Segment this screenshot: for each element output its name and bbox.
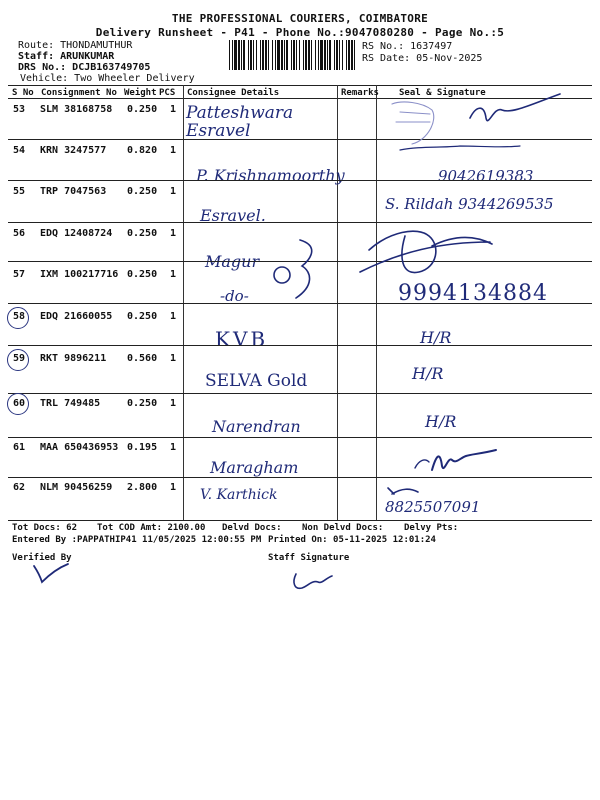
row-rule (8, 180, 592, 181)
row-pcs: 1 (170, 145, 177, 156)
printed-on: Printed On: 05-11-2025 12:01:24 (268, 535, 436, 545)
row-signature: H/R (420, 328, 452, 347)
table-top-rule (8, 85, 592, 86)
row-signature: H/R (412, 364, 444, 383)
row-consignment: KRN 3247577 (40, 145, 107, 156)
row-weight: 2.800 (127, 482, 158, 493)
row-weight: 0.250 (127, 104, 158, 115)
total-cod-amount: Tot COD Amt: 2100.00 (97, 523, 206, 533)
row-pcs: 1 (170, 311, 177, 322)
row-rule (8, 393, 592, 394)
staff-label: Staff: ARUNKUMAR (18, 51, 115, 62)
row-signature-phone: 9994134884 (398, 281, 548, 306)
row-consignment: SLM 38168758 (40, 104, 113, 115)
rs-number: RS No.: 1637497 (362, 41, 453, 52)
row-pcs: 1 (170, 482, 177, 493)
row-consignee: Esravel. (200, 206, 266, 225)
table-bottom-rule (8, 520, 592, 521)
row-rule (8, 477, 592, 478)
row-sno: 55 (13, 186, 26, 197)
row-sno: 54 (13, 145, 26, 156)
row-consignment: TRP 7047563 (40, 186, 107, 197)
non-delivered-docs: Non Delvd Docs: (302, 523, 384, 533)
row-consignee: KVB (215, 327, 269, 351)
row-pcs: 1 (170, 269, 177, 280)
row-sno: 59 (13, 353, 26, 364)
row-consignee: -do- (220, 287, 249, 305)
delivery-points: Delvy Pts: (404, 523, 459, 533)
row-pcs: 1 (170, 442, 177, 453)
col-header-consignment: Consignment No (41, 88, 117, 98)
vehicle-label: Vehicle: Two Wheeler Delivery (20, 73, 195, 84)
row-sno: 53 (13, 104, 26, 115)
delivered-docs: Delvd Docs: (222, 523, 282, 533)
row-sno: 58 (13, 311, 26, 322)
row-signature: S. Rildah 9344269535 (385, 195, 554, 213)
entered-by: Entered By :PAPPATHIP41 11/05/2025 12:00:55 PM (12, 535, 262, 545)
row-consignee: Narendran (212, 417, 301, 436)
col-header-remarks: Remarks (341, 88, 379, 98)
barcode (229, 40, 358, 70)
company-title: THE PROFESSIONAL COURIERS, COIMBATORE (171, 12, 429, 25)
row-signature-phone: 9042619383 (438, 167, 534, 185)
row-consignment: MAA 650436953 (40, 442, 119, 453)
table-header-rule (8, 98, 592, 99)
row-sno: 60 (13, 398, 26, 409)
row-weight: 0.250 (127, 398, 158, 409)
row-signature: H/R (425, 412, 457, 431)
row-consignee: SELVA Gold (205, 371, 308, 391)
row-sno: 57 (13, 269, 26, 280)
row-pcs: 1 (170, 353, 177, 364)
row-weight: 0.250 (127, 311, 158, 322)
row-weight: 0.820 (127, 145, 158, 156)
verified-by-label: Verified By (12, 553, 72, 563)
row-consignment: TRL 749485 (40, 398, 101, 409)
drs-number: DRS No.: DCJB163749705 (18, 62, 151, 73)
row-weight: 0.195 (127, 442, 158, 453)
row-consignment: NLM 90456259 (40, 482, 113, 493)
row-weight: 0.250 (127, 186, 158, 197)
row-consignee: Patteshwara Esravel (186, 103, 294, 141)
row-sno: 62 (13, 482, 26, 493)
total-docs: Tot Docs: 62 (12, 523, 78, 533)
col-header-pcs: PCS (159, 88, 176, 98)
row-rule (8, 345, 592, 346)
row-pcs: 1 (170, 228, 177, 239)
row-consignment: EDQ 21660055 (40, 311, 113, 322)
row-consignment: EDQ 12408724 (40, 228, 113, 239)
row-pcs: 1 (170, 104, 177, 115)
row-sno: 56 (13, 228, 26, 239)
row-rule (8, 222, 592, 223)
col-header-consignee: Consignee Details (187, 88, 280, 98)
row-consignee: V. Karthick (200, 487, 278, 503)
row-consignee: Magur (205, 252, 260, 271)
col-header-sno: S No (12, 88, 34, 98)
row-consignee: Maragham (210, 458, 299, 477)
runsheet-subtitle: Delivery Runsheet - P41 - Phone No.:9047080280 - Page No.:5 (95, 26, 505, 39)
col-header-weight: Weight (124, 88, 157, 98)
rs-date: RS Date: 05-Nov-2025 (362, 53, 483, 64)
row-rule (8, 139, 592, 140)
col-header-seal-signature: Seal & Signature (399, 88, 486, 98)
row-weight: 0.250 (127, 228, 158, 239)
row-pcs: 1 (170, 186, 177, 197)
row-consignee: P. Krishnamoorthy (196, 166, 345, 185)
row-weight: 0.250 (127, 269, 158, 280)
row-consignment: RKT 9896211 (40, 353, 107, 364)
row-pcs: 1 (170, 398, 177, 409)
row-consignment: IXM 100217716 (40, 269, 119, 280)
row-weight: 0.560 (127, 353, 158, 364)
row-sno: 61 (13, 442, 26, 453)
row-signature-phone: 8825507091 (385, 498, 481, 516)
row-rule (8, 303, 592, 304)
row-rule (8, 437, 592, 438)
staff-signature-label: Staff Signature (268, 553, 350, 563)
route-label: Route: THONDAMUTHUR (18, 40, 133, 51)
row-rule (8, 261, 592, 262)
